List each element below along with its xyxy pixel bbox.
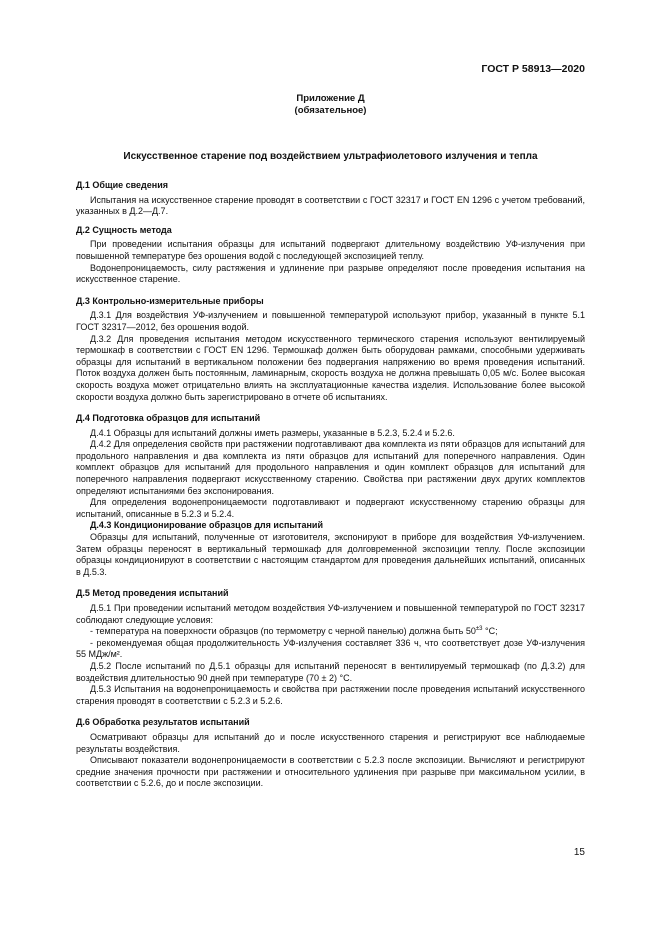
- section-d1: [76, 180, 585, 218]
- section-d2: [76, 225, 585, 286]
- section-d3-title: Д.3 Контрольно-измерительные приборы: [76, 295, 264, 306]
- list-item: [76, 626, 585, 638]
- paragraph: Описывают показатели водонепроницаемости в соответствии с 5.2.3 после экспозиции. Вычисляют и регистрируют средние значения прочности при растяжении и относительного удлинения при разрыве при максимальном усилии, в соответствии с 5.2.6, до и после экспозиции.: [76, 755, 585, 789]
- section-d3: [76, 296, 585, 403]
- paragraph: Д.3.1 Для воздействия УФ-излучением и повышенной температурой используют прибор, указанный в пункте 5.1 ГОСТ 32317—2012, без орошения водой.: [76, 310, 585, 332]
- paragraph: Водонепроницаемость, силу растяжения и удлинение при разрыве определяют после проведения испытания на искусственное старение.: [76, 262, 585, 285]
- paragraph: Д.5.1 При проведении испытаний методом воздействия УФ-излучением и повышенной температурой по ГОСТ 32317 соблюдают следующие условия:: [76, 603, 585, 625]
- list-item-text: - температура на поверхности образцов (по термометру с черной панелью) должна быть 50: [90, 626, 476, 637]
- section-d5-title: Д.5 Метод проведения испытаний: [76, 588, 229, 599]
- paragraph: Д.5.3 Испытания на водонепроницаемость и свойства при растяжении после проведения испытаний искусственного старения проводят в соответствии с 5.2.3 и 5.2.6.: [76, 684, 585, 706]
- document-id: ГОСТ Р 58913—2020: [481, 63, 585, 75]
- appendix-status: (обязательное): [294, 105, 367, 116]
- paragraph: Д.3.2 Для проведения испытания методом искусственного термического старения используют вентилируемый термошкаф в соответствии с ГОСТ EN 1296. Термошкаф должен быть оборудован рамками, способными удерживать образцы для испытаний в вертикальном положении без подвергания напряжению во время проведения испытаний. Поток воздуха должен быть постоянным, ламинарным, скорость воздуха не должна превышать 0,05 м/с. Более высокая скорость воздуха может отрицательно влиять на эксплуатационные качества изделия. Использование более высокой скорости воздуха должно быть зарегистрировано в отчете об испытаниях.: [76, 333, 585, 402]
- list-item: - рекомендуемая общая продолжительность УФ-излучения составляет 336 ч, что соответствует дозе УФ-излучения 55 МДж/м².: [76, 637, 585, 660]
- section-d2-title: Д.2 Сущность метода: [76, 224, 172, 235]
- page-number: 15: [573, 847, 585, 858]
- main-title: Искусственное старение под воздействием ультрафиолетового излучения и тепла: [123, 151, 538, 162]
- section-d6: [76, 717, 585, 790]
- paragraph: Д.4.2 Для определения свойств при растяжении подготавливают два комплекта из пяти образцов для испытаний для продольного направления и два комплекта из пяти образцов для испытаний для поперечного направления. Один комплект образцов для испытаний для продольного направления и один комплект образцов для испытаний для поперечного направления подвергают искусственному старению. Свойства при растяжении двух других комплектов определяют испытаниями без экспонирования.: [76, 439, 585, 496]
- list-item-unit: °C;: [482, 626, 498, 637]
- section-d5: [76, 588, 585, 707]
- appendix-heading: [76, 93, 585, 117]
- section-d1-title: Д.1 Общие сведения: [76, 180, 168, 190]
- paragraph: При проведении испытания образцы для испытаний подвергают длительному воздействию УФ-излучения при повышенной температуре без орошения водой с последующей экспозицией теплу.: [76, 239, 585, 261]
- subsection-d4-3-title: Д.4.3 Кондиционирование образцов для испытаний: [90, 520, 323, 531]
- section-d4: [76, 413, 585, 578]
- paragraph: Д.5.2 После испытаний по Д.5.1 образцы для испытаний переносят в вентилируемый термошкаф (по Д.3.2) для воздействия длительностью 90 дней при температуре (70 ± 2) °C.: [76, 660, 585, 683]
- paragraph: Осматривают образцы для испытаний до и после искусственного старения и регистрируют все наблюдаемые результаты воздействия.: [76, 731, 585, 754]
- paragraph: Испытания на искусственное старение проводят в соответствии с ГОСТ 32317 и ГОСТ EN 1296 с учетом требований, указанных в Д.2—Д.7.: [76, 194, 585, 217]
- paragraph: Образцы для испытаний, полученные от изготовителя, экспонируют в приборе для воздействия УФ-излучением. Затем образцы переносят в вертикальный термошкаф для долговременной экспозиции теплу. После экспозиции образцы кондиционируют в соответствии с настоящим стандартом для проведения дальнейших испытаний, описанных в Д.5.3.: [76, 532, 585, 577]
- paragraph: Для определения водонепроницаемости подготавливают и подвергают искусственному старению образцы для испытаний, описанные в 5.2.3 и 5.2.4.: [76, 497, 585, 519]
- tolerance-superscript: ±3: [475, 626, 483, 633]
- section-d4-title: Д.4 Подготовка образцов для испытаний: [76, 413, 261, 424]
- appendix-title: Приложение Д: [296, 93, 365, 104]
- document-page: [76, 62, 585, 790]
- section-d6-title: Д.6 Обработка результатов испытаний: [76, 717, 250, 728]
- paragraph: Д.4.1 Образцы для испытаний должны иметь размеры, указанные в 5.2.3, 5.2.4 и 5.2.6.: [90, 427, 455, 438]
